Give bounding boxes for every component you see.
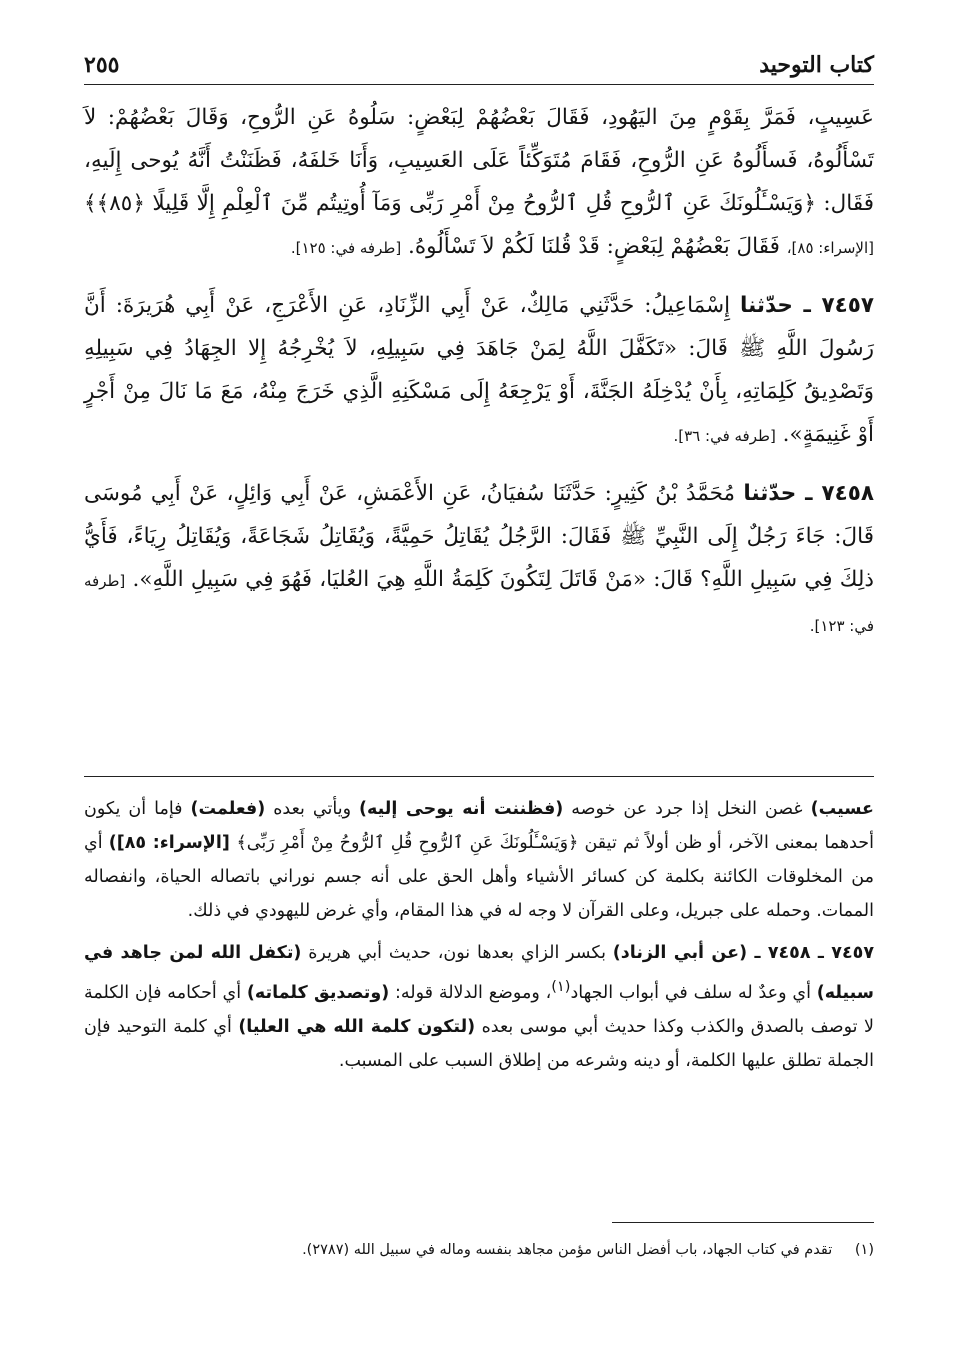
commentary-bold: (لتكون كلمة الله هي العليا): [238, 1016, 476, 1037]
commentary-text: أي كلمة التوحيد فإن الجملة تطلق عليها الكلمة، أو دينه وشرعه من إطلاق السبب على المسبب.: [84, 1016, 874, 1071]
page-number: ٢٥٥: [84, 52, 120, 78]
hadith-text-body: [84, 96, 874, 662]
commentary-text: غصن النخل إذا جرد عن خوصه: [563, 799, 811, 819]
commentary-bold: (فعلمت): [190, 799, 266, 819]
hadith-paragraph-7457: [84, 284, 874, 458]
quran-reference: [الإسراء: ٨٥]،: [786, 239, 874, 257]
commentary-text: ويأتي بعده: [265, 799, 360, 819]
page-header: [84, 48, 874, 82]
commentary-paragraph: [84, 792, 874, 928]
footnote: [84, 1236, 874, 1264]
commentary-text: ، وموضع الدلالة قوله:: [389, 982, 552, 1003]
hadith-text: عَسِيبٍ، فَمَرَّ بِقَوْمٍ مِنَ اليَهُودِ، فَقَالَ بَعْضُهُمْ لِبَعْضٍ: سَلُوهُ عَنِ الرُّوحِ، وَقَالَ بَعْضُهُمْ: لاَ تَسْأَلُوهُ، فَسأَلُوهُ عَنِ الرُّوحِ، فَقَامَ مُتَوَكِّئاً عَلَى العَسِيبِ، وَأَنَا خَلفَهُ، فَظَنَنْتُ أَنَّهُ يُوحى إِلَيهِ، فَقَال: ﴿وَيَسْـَٔلُونَكَ عَنِ ٱلرُّوحِ قُلِ ٱلرُّوحُ مِنْ أَمْرِ رَبِّى وَمَآ أُوتِيتُم مِّنَ ٱلْعِلْمِ إِلَّا قَلِيلًا ﴿٨٥﴾﴾: [84, 105, 874, 216]
hadith-text: مُحَمَّدُ بْنُ كَثِيرٍ: حَدَّثَنَا سُفيَانُ، عَنِ الأَعْمَشِ، عَنْ أَبِي وَائِلٍ، عَنْ أَبِي مُوسَى قَالَ: جَاءَ رَجُلٌ إِلَى النَّبِيِّ ﷺ فَقَالَ: الرَّجُلُ يُقَاتِلُ حَمِيَّةً، وَيُقَاتِلُ شَجَاعَةً، وَيُقَاتِلُ رِيَاءً، فَأَيُّ ذلِكَ فِي سَبِيلِ اللَّهِ؟ قَالَ: «مَنْ قَاتَلَ لِتَكُونَ كَلِمَةُ اللَّهِ هِيَ العُليَا، فَهُوَ فِي سَبِيلِ اللَّهِ».: [84, 481, 874, 592]
footnote-text: تقدم في كتاب الجهاد، باب أفضل الناس مؤمن مجاهد بنفسه وماله في سبيل الله (٢٧٨٧).: [302, 1242, 833, 1258]
commentary-text: أي أحكامه فإن الكلمة لا توصف بالصدق والكذب وكذا حديث أبي موسى بعده: [84, 982, 874, 1037]
commentary-text: بكسر الزاي بعدها نون، حديث أبي هريرة: [301, 943, 613, 963]
hadith-text: إِسْمَاعِيلُ: حَدَّثَنِي مَالِكٌ، عَنْ أَبِي الزِّنَادِ، عَنِ الأَعْرَجِ، عَنْ أَبِي هُرَيرَةَ: أَنَّ رَسُولَ اللَّهِ ﷺ قَالَ: «تَكَفَّلَ اللَّهُ لِمَنْ جَاهَدَ فِي سَبِيلِهِ، لاَ يُخْرِجُهُ إِلا الجِهَادُ فِي سَبِيلِهِ وَتَصْدِيقُ كَلِمَاتِهِ، بِأَنْ يُدْخِلَهُ الجَنَّةَ، أَوْ يَرْجِعَهُ إِلَى مَسْكَنِهِ الَّذِي خَرَجَ مِنْهُ، مَعَ مَا نَالَ مِنْ أَجْرٍ أَوْ غَنِيمَةٍ».: [84, 293, 874, 447]
hadith-number: ٧٤٥٨ ـ حدّثنا: [743, 481, 874, 506]
footnote-number: (١): [854, 1242, 874, 1258]
footnote-divider: [612, 1222, 874, 1223]
commentary-text: أي من المخلوقات الكائنة بكلمة كن كسائر الأشياء وأهل الحق على أنه جسم نوراني باتصاله الحياة، وانفصاله الممات. وحمله على جبريل، وعلى القرآن لا وجه له في هذا المقام، وأي غرض لليهودي في ذلك.: [84, 833, 874, 921]
book-title: كتاب التوحيد: [759, 52, 874, 78]
hadith-paragraph-continuation: [84, 96, 874, 270]
hadith-number: ٧٤٥٧ ـ حدّثنا: [740, 293, 874, 318]
commentary-bold: ٧٤٥٧ ـ ٧٤٥٨ ـ (عن أبي الزناد): [612, 943, 875, 963]
hadith-paragraph-7458: [84, 472, 874, 648]
commentary-text: فإما أن يكون أحدهما بمعنى الآخر، أو ظن أولاً ثم تيقن: [84, 799, 874, 853]
hadith-text: فَقَالَ بَعْضُهُمْ لِبَعْضٍ: قَدْ قُلنَا لَكُمْ لاَ تَسْأَلُوهُ.: [408, 234, 780, 259]
commentary-divider: [84, 776, 874, 777]
commentary-bold: (فظننت أنه يوحى إليه): [359, 799, 564, 819]
quran-quote: ﴿وَيَسْـَٔلُونَكَ عَنِ ٱلرُّوحِ قُلِ ٱلرُّوحُ مِنْ أَمْرِ رَبِّى﴾: [236, 833, 579, 853]
commentary-text: أي وعدٌ له سلف في أبواب الجهاد: [570, 982, 817, 1003]
cross-reference: [طرفه في: ١٢٥].: [290, 239, 402, 257]
commentary-body: [84, 792, 874, 1086]
commentary-bold: (وتصديق كلماته): [246, 982, 390, 1003]
commentary-bold: (تكفل الله لمن جاهد في سبيله): [84, 943, 875, 1003]
commentary-bold: عسيب): [810, 799, 875, 819]
header-divider: [84, 84, 874, 85]
cross-reference: [طرفه في: ٣٦].: [673, 427, 776, 445]
commentary-bold: [الإسراء: ٨٥]): [108, 833, 237, 853]
cross-reference: [طرفه في: ١٢٣].: [84, 572, 874, 635]
commentary-paragraph: [84, 936, 874, 1078]
footnote-marker: (١): [551, 978, 571, 995]
